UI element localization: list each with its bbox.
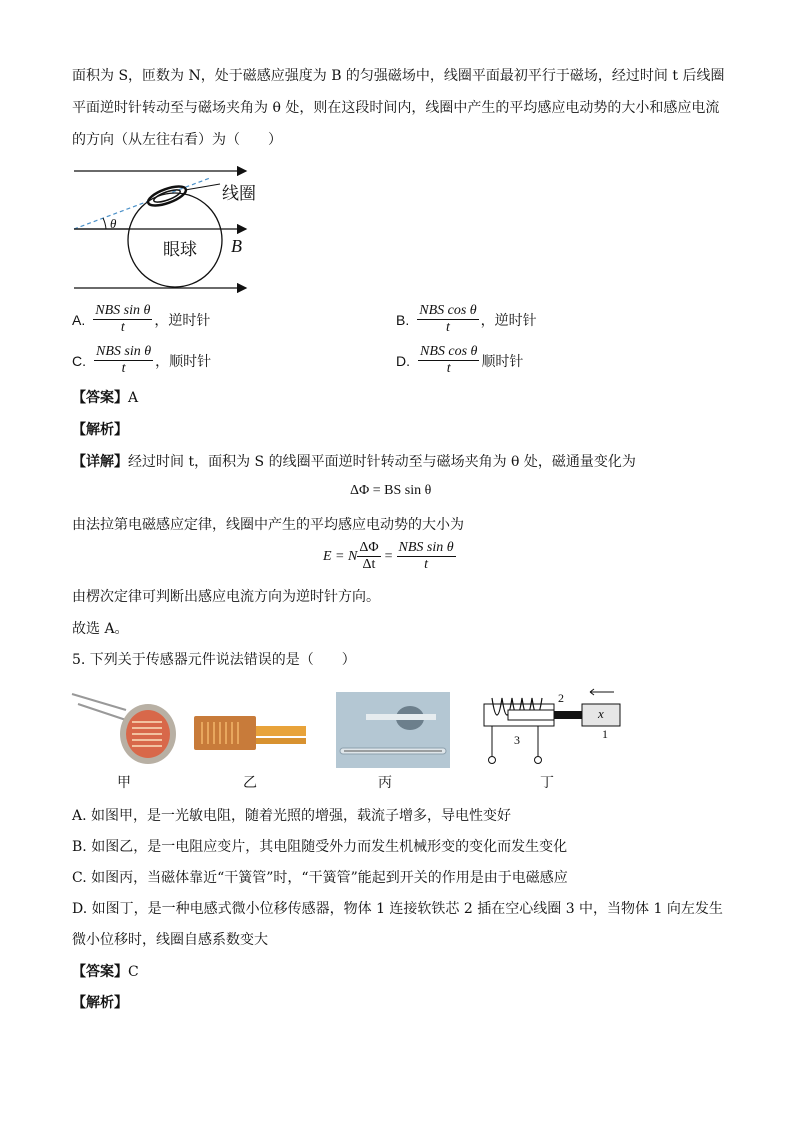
caption-jia: 甲 xyxy=(117,775,131,791)
photoresistor-image xyxy=(68,690,180,768)
terminal-right xyxy=(535,757,542,764)
flux-change-equation: ΔΦ = BS sin θ xyxy=(350,483,432,498)
option-b-denominator: t xyxy=(446,320,450,335)
iron-core-2 xyxy=(508,710,554,720)
q5-option-d-line-2: 微小位移时，线圈自感系数变大 xyxy=(72,932,268,948)
emf-denominator-2: t xyxy=(424,557,428,572)
emf-fraction-1 xyxy=(357,540,380,573)
option-a-numerator: NBS sin θ xyxy=(95,303,151,318)
terminal-left xyxy=(489,757,496,764)
inductive-sensor-diagram xyxy=(478,684,626,772)
connecting-rod xyxy=(554,711,582,719)
answer-tag: 【答案】 xyxy=(72,390,128,406)
field-b-label: B xyxy=(231,236,242,256)
question-stem-line-2: 平面逆时针转动至与磁场夹角为 θ 处，则在这段时间内，线圈中产生的平均感应电动势的大小和感应电流 xyxy=(72,100,720,116)
lenz-law-text: 由楞次定律可判断出感应电流方向为逆时针方向。 xyxy=(72,589,380,605)
answer-value: A xyxy=(128,390,139,406)
q5-option-d-line-1: D. 如图丁，是一种电感式微小位移传感器，物体 1 连接软铁芯 2 插在空心线圈 3 中，当物体 1 向左发生 xyxy=(72,901,723,917)
option-a xyxy=(72,303,210,336)
q5-option-a: A. 如图甲，是一光敏电阻，随着光照的增强，载流子增多，导电性变好 xyxy=(72,808,512,824)
q5-analysis-heading xyxy=(72,993,128,1013)
label-coil-3: 3 xyxy=(514,733,520,747)
angle-theta-label: θ xyxy=(110,216,117,231)
emf-equals: = xyxy=(384,548,393,564)
strain-gauge-image xyxy=(192,712,308,752)
option-b-label: B. xyxy=(396,311,410,328)
question-stem-line-1: 面积为 S，匝数为 N，处于磁感应强度为 B 的匀强磁场中，线圈平面最初平行于磁场，经过时间 t 后线圈 xyxy=(72,68,725,84)
option-d-fraction xyxy=(418,344,479,377)
option-c-suffix: ，顺时针 xyxy=(155,353,212,370)
option-a-denominator: t xyxy=(120,320,125,335)
option-c-denominator: t xyxy=(121,361,126,376)
option-c xyxy=(72,344,211,377)
q5-option-c: C. 如图丙，当磁体靠近“干簧管”时，“干簧管”能起到开关的作用是由于电磁感应 xyxy=(72,870,568,886)
emf-numerator-2: NBS sin θ xyxy=(398,540,454,555)
emf-numerator-1: ΔΦ xyxy=(359,540,379,555)
option-a-suffix: ，逆时针 xyxy=(154,312,211,329)
reed-switch-image xyxy=(336,692,450,768)
analysis-tag: 【解析】 xyxy=(72,422,128,438)
eyeball-label: 眼球 xyxy=(163,240,197,260)
faraday-law-text: 由法拉第电磁感应定律，线圈中产生的平均感应电动势的大小为 xyxy=(72,517,464,533)
caption-yi: 乙 xyxy=(243,775,257,791)
option-d-suffix: 顺时针 xyxy=(481,353,524,370)
option-d-denominator: t xyxy=(446,361,451,376)
emf-equation xyxy=(323,540,456,573)
q5-answer-value: C xyxy=(128,964,139,980)
q5-stem: 5. 下列关于传感器元件说法错误的是（ ） xyxy=(72,652,356,668)
label-x: x xyxy=(598,706,604,721)
eyeball-coil-diagram xyxy=(70,160,270,298)
q5-option-b: B. 如图乙，是一电阻应变片，其电阻随受外力而发生机械形变的变化而发生变化 xyxy=(72,839,568,855)
emf-lhs: E = N xyxy=(323,548,358,564)
emf-fraction-2 xyxy=(397,540,456,573)
option-a-label: A. xyxy=(72,311,86,328)
detail-tag: 【详解】 xyxy=(72,454,128,470)
option-c-fraction xyxy=(94,344,153,377)
option-c-label: C. xyxy=(72,352,86,369)
q5-analysis-tag: 【解析】 xyxy=(72,995,128,1011)
coil-pointer-line xyxy=(185,184,220,190)
label-core-2: 2 xyxy=(558,691,564,705)
option-b-suffix: ，逆时针 xyxy=(480,312,537,329)
analysis-heading xyxy=(72,420,128,440)
option-b xyxy=(396,303,537,336)
emf-denominator-1: Δt xyxy=(362,557,376,572)
q5-answer-line xyxy=(72,962,139,982)
option-a-fraction xyxy=(93,303,152,336)
option-d xyxy=(396,344,523,377)
option-c-numerator: NBS sin θ xyxy=(96,344,152,359)
detail-text: 经过时间 t，面积为 S 的线圈平面逆时针转动至与磁场夹角为 θ 处，磁通量变化为 xyxy=(128,454,636,470)
angle-arc xyxy=(103,218,106,229)
option-d-label: D. xyxy=(396,352,410,369)
caption-ding: 丁 xyxy=(540,775,554,791)
option-b-numerator: NBS cos θ xyxy=(419,303,477,318)
option-b-fraction xyxy=(417,303,478,336)
answer-line xyxy=(72,388,138,408)
coil-label: 线圈 xyxy=(222,184,256,204)
conclusion-text: 故选 A。 xyxy=(72,621,129,637)
question-stem-line-3: 的方向（从左往右看）为（ ） xyxy=(72,132,282,148)
detail-line xyxy=(72,452,636,472)
label-object-1: 1 xyxy=(602,727,608,741)
option-d-numerator: NBS cos θ xyxy=(420,344,478,359)
q5-answer-tag: 【答案】 xyxy=(72,964,128,980)
caption-bing: 丙 xyxy=(378,775,392,791)
